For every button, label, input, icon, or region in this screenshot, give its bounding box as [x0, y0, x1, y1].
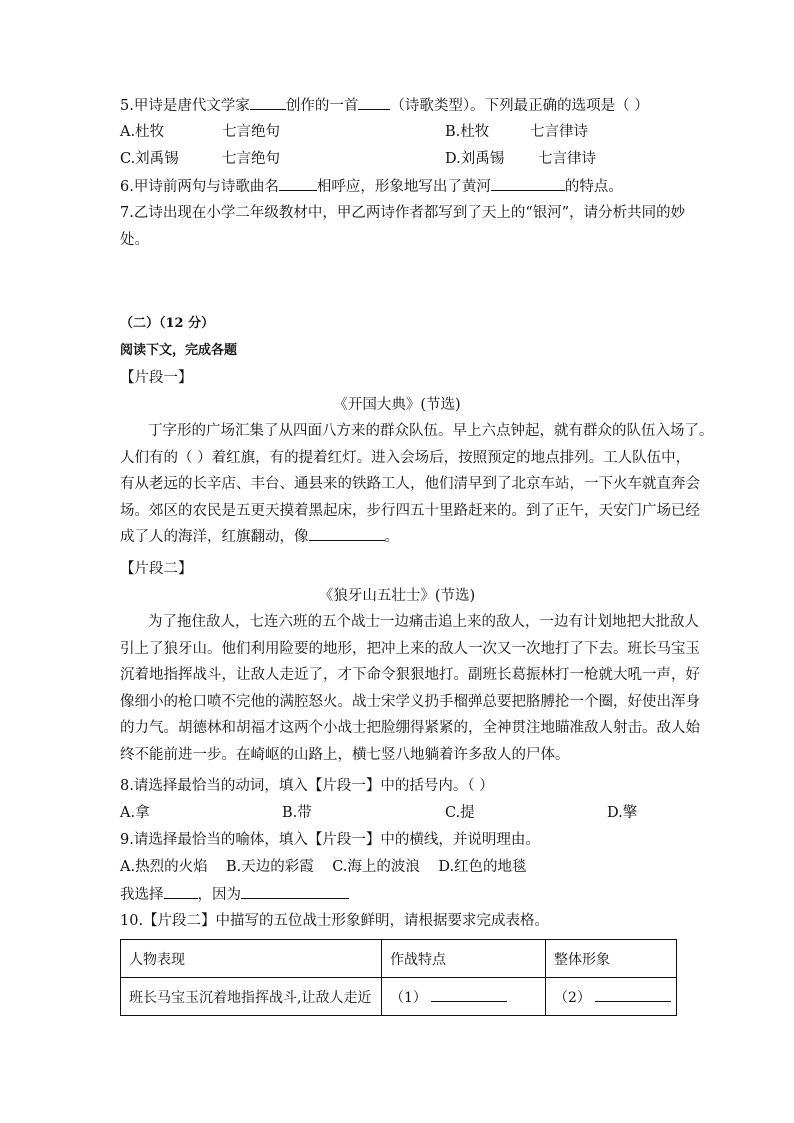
answer-2-label: （2） [554, 989, 591, 1006]
fragment-2-text [120, 609, 700, 769]
table-header: 作战特点 [382, 940, 546, 978]
table-header: 人物表现 [121, 940, 382, 978]
section-instruction: 阅读下文，完成各题 [120, 343, 238, 358]
q9-blank-choice [164, 884, 198, 899]
fragment-1-line: 有从老远的长辛店、丰台、通县来的铁路工人，他们清早到了北京车站，一下火车就直奔会 [120, 476, 700, 493]
section-heading: （二）（12 分） [120, 316, 215, 331]
q5-option-a-type: 七言绝句 [222, 124, 280, 140]
fragment-2-line: 像细小的枪口喷不完他的满腔怒火。战士宋学义扔手榴弹总要把胳膊抡一个圈，好使出浑身 [120, 693, 700, 710]
answer-2-blank [595, 987, 671, 1002]
question-10: 10.【片段二】中描写的五位战士形象鲜明，请根据要求完成表格。 [120, 913, 550, 929]
answer-1-blank [431, 987, 507, 1002]
q9-answer-label: 我选择 [120, 887, 164, 903]
fragment-2-line: 引上了狼牙山。他们利用险要的地形，把冲上来的敌人一次又一次地打了下去。班长马宝玉 [120, 640, 700, 657]
table-row [121, 978, 677, 1016]
fragment-2-label: 【片段二】 [120, 561, 193, 577]
q5-option-b: B.杜牧 [445, 124, 490, 140]
q5-option-c-type: 七言绝句 [222, 151, 280, 167]
q5-option-a: A.杜牧 [120, 124, 165, 140]
q9-answer-reason-label: ，因为 [197, 887, 241, 903]
fragment-2-line: 的力气。胡德林和胡福才这两个小战士把脸绷得紧紧的，全神贯注地瞄准敌人射击。敌人始 [120, 720, 700, 737]
q9-blank-reason [241, 884, 349, 899]
fragment-1-line: 场。郊区的农民是五更天摸着黑起床，步行四五十里路赶来的。到了正午，天安门广场已经 [120, 502, 700, 519]
fragment-2-line: 沉着地指挥战斗，让敌人走近了，才下命令狠狠地打。副班长葛振林打一枪就大吼一声，好 [120, 667, 700, 684]
q6-blank-1 [279, 176, 317, 191]
table-header: 整体形象 [546, 940, 677, 978]
q9-options: A.热烈的火焰 B.天边的彩霞 C.海上的波浪 D.红色的地毯 [120, 859, 527, 875]
table-header-row [121, 940, 677, 978]
fragment-1-text [120, 418, 714, 551]
q5-blank-author [250, 95, 286, 110]
q5-blank-type [358, 95, 390, 110]
q5-option-b-type: 七言律诗 [530, 124, 588, 140]
q8-options [120, 803, 680, 823]
q8-option-d: D.擎 [607, 805, 638, 821]
fragment-1-last-text: 成了人的海洋，红旗翻动，像 [120, 529, 309, 546]
q6-blank-2 [491, 176, 565, 191]
table-cell-answer-1 [382, 978, 546, 1016]
q9-answer-line [120, 884, 349, 905]
answer-1-label: （1） [390, 989, 427, 1006]
q5-text-part1: 5.甲诗是唐代文学家 [120, 98, 250, 114]
question-8: 8.请选择最恰当的动词，填入【片段一】中的括号内。（ ） [120, 778, 494, 794]
q5-text-part2: 创作的一首 [285, 98, 359, 114]
fragment-1-label: 【片段一】 [120, 370, 193, 386]
table-cell-answer-2 [546, 978, 677, 1016]
answer-table [120, 939, 677, 1016]
q5-option-d-type: 七言律诗 [538, 151, 596, 167]
fragment-1-blank [309, 526, 385, 541]
fragment-2-title: 《狼牙山五壮士》(节选) [318, 588, 476, 604]
q5-options-row-1 [120, 122, 680, 142]
fragment-2-line: 终不能前进一步。在崎岖的山路上，横七竖八地躺着许多敌人的尸体。 [120, 746, 570, 763]
question-7-line-2: 处。 [120, 232, 149, 248]
fragment-2-line: 为了拖住敌人，七连六班的五个战士一边痛击追上来的敌人，一边有计划地把大批敌人 [148, 614, 699, 630]
q5-option-d: D.刘禹锡 [445, 151, 505, 167]
question-9: 9.请选择最恰当的喻体，填入【片段一】中的横线，并说明理由。 [120, 832, 540, 848]
fragment-1-title: 《开国大典》(节选) [333, 397, 461, 413]
question-7-line-1: 7.乙诗出现在小学二年级教材中，甲乙两诗作者都写到了天上的“银河”，请分析共同的妙 [120, 205, 686, 221]
q8-option-a: A.拿 [120, 805, 150, 821]
fragment-1-last-end: 。 [384, 529, 399, 546]
table-cell: 班长马宝玉沉着地指挥战斗,让敌人走近 [121, 978, 382, 1016]
q6-text-part1: 6.甲诗前两句与诗歌曲名 [120, 179, 279, 195]
fragment-1-line: 丁字形的广场汇集了从四面八方来的群众队伍。早上六点钟起，就有群众的队伍入场了。 [148, 423, 714, 439]
q6-text-part2: 相呼应，形象地写出了黄河 [316, 179, 491, 195]
q5-options-row-2 [120, 149, 680, 169]
question-6 [120, 176, 623, 197]
fragment-1-line: 人们有的（ ）着红旗，有的提着红灯。进入会场后，按照预定的地点排列。工人队伍中， [120, 449, 691, 466]
q8-option-b: B.带 [282, 805, 312, 821]
q8-option-c: C.提 [445, 805, 475, 821]
question-5 [120, 95, 649, 116]
q5-text-part3: （诗歌类型）。下列最正确的选项是（ ） [390, 98, 649, 114]
q5-option-c: C.刘禹锡 [120, 151, 179, 167]
q6-text-part3: 的特点。 [564, 179, 623, 195]
fragment-1-line [120, 524, 680, 551]
